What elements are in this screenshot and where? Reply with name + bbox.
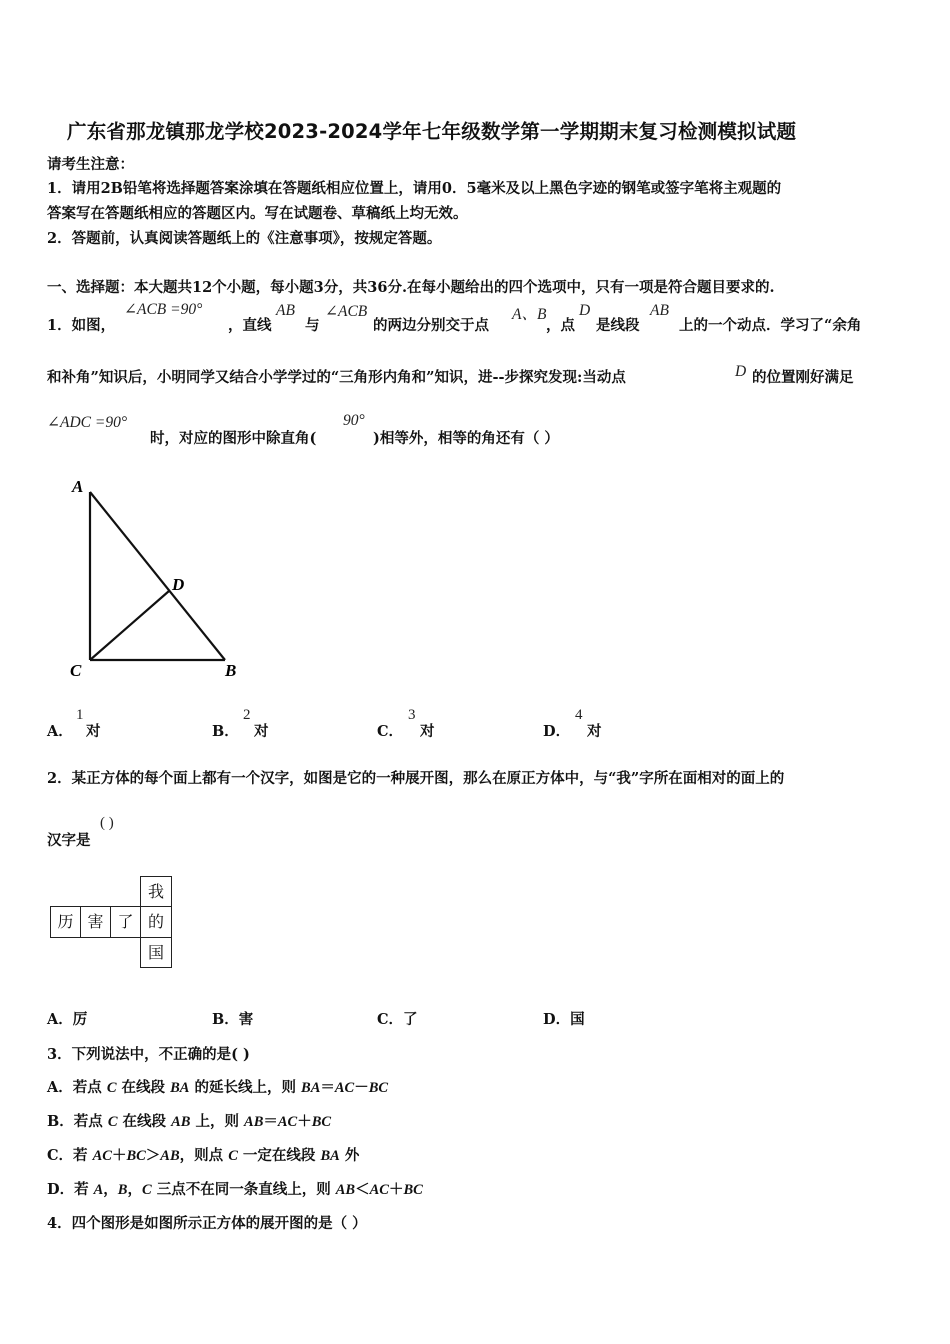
q1-math-acb: ∠ACB <box>325 303 368 320</box>
q3d-i4: AB <box>335 1182 356 1198</box>
q1-text-7: 上的一个动点．学习了“余角 <box>679 317 862 334</box>
net-cell-1: 历 <box>50 906 81 938</box>
q1-math-d: D <box>579 302 591 319</box>
q3-option-c <box>47 1144 359 1165</box>
q1-math-angle-acb: ∠ACB =90° <box>124 301 203 318</box>
q1-line-2-end: 的位置刚好满足 <box>752 369 854 386</box>
q1-option-c-letter: C． <box>377 723 404 740</box>
q3c-p3: ＞ <box>145 1147 161 1164</box>
q1-line-2: 和补角”知识后，小明同学又结合小学学过的“三角形内角和”知识，进--步探究发现:当动点 <box>47 369 626 386</box>
q1-option-c-num: 3 <box>408 707 416 723</box>
q3c-p1: C．若 <box>47 1147 93 1164</box>
q2-option-d-text: 国 <box>570 1011 585 1028</box>
q3d-p1: D．若 <box>47 1181 94 1198</box>
q1-line-3-end: )相等外，相等的角还有（ ） <box>373 430 559 447</box>
q2-option-a-text: 厉 <box>72 1011 88 1028</box>
segment-cd <box>90 591 169 660</box>
q3b-p2: 在线段 <box>117 1113 172 1130</box>
page-title: 广东省那龙镇那龙学校2023-2024学年七年级数学第一学期期末复习检测模拟试题 <box>67 120 797 143</box>
q2-option-b <box>212 1008 253 1029</box>
q2-option-d <box>543 1008 585 1029</box>
q3d-p5: ＜ <box>355 1181 370 1198</box>
q2-option-a-letter: A． <box>47 1011 73 1028</box>
q3c-i2: BC <box>126 1148 146 1164</box>
q3-option-d <box>47 1178 423 1199</box>
q3d-p4: 三点不在同一条直线上，则 <box>151 1181 336 1198</box>
q1-line-3: 时，对应的图形中除直角( <box>150 430 317 447</box>
q2-option-b-text: 害 <box>238 1011 254 1028</box>
q1-text-4: 的两边分别交于点 <box>373 317 489 334</box>
q3a-i5: BC <box>368 1080 389 1096</box>
q1-option-d-letter: D． <box>543 723 571 740</box>
q1-math-ab-2: AB <box>650 302 669 319</box>
q3b-i2: AB <box>171 1114 191 1130</box>
q1-text-1: 1．如图， <box>47 317 116 334</box>
net-cell-6: 国 <box>140 937 172 968</box>
q2-option-c <box>377 1008 418 1029</box>
q3d-p6: ＋ <box>388 1181 404 1198</box>
q3a-p3: 的延长线上，则 <box>189 1079 302 1096</box>
q1-option-b-unit: 对 <box>254 723 269 740</box>
net-cell-2: 害 <box>80 906 111 938</box>
q1-math-ab: AB <box>276 302 295 319</box>
q3a-p4: ＝ <box>320 1079 335 1096</box>
q3b-i3: AB <box>244 1114 264 1130</box>
q3b-i5: BC <box>311 1114 332 1130</box>
q3c-i4: C <box>228 1148 238 1164</box>
notice-line-2: 答案写在答题纸相应的答题区内。写在试题卷、草稿纸上均无效。 <box>47 205 468 222</box>
q3c-i3: AB <box>160 1148 180 1164</box>
q3a-i2: BA <box>170 1080 190 1096</box>
notice-heading: 请考生注意： <box>47 156 134 173</box>
q2-option-a <box>47 1008 87 1029</box>
q3a-i3: BA <box>301 1080 321 1096</box>
notice-line-1: 1．请用2B铅笔将选择题答案涂填在答题纸相应位置上，请用0．5毫米及以上黑色字迹的钢笔或签字笔将主观题的 <box>47 180 782 197</box>
q3d-p3: ， <box>127 1181 142 1198</box>
segment-ab <box>90 492 225 660</box>
q1-option-d-num: 4 <box>575 707 583 723</box>
q3c-i1: AC <box>92 1148 112 1164</box>
q1-math-90: 90° <box>343 412 365 429</box>
q1-text-3: 与 <box>305 317 320 334</box>
q3d-i1: A <box>93 1182 104 1198</box>
q3a-i4: AC <box>334 1080 355 1096</box>
q3c-p6: 外 <box>339 1147 360 1164</box>
q2-option-c-letter: C． <box>377 1011 404 1028</box>
q1-option-c-unit: 对 <box>420 723 435 740</box>
q3b-i4: AC <box>277 1114 298 1130</box>
q2-answer-paren: ( ) <box>100 815 114 831</box>
label-d: D <box>172 575 185 594</box>
q3d-i2: B <box>117 1182 128 1198</box>
q1-option-a-letter: A． <box>47 723 73 740</box>
q3a-i1: C <box>106 1080 117 1096</box>
q1-triangle-figure <box>60 470 260 685</box>
label-c: C <box>70 661 82 680</box>
q3b-p3: 上，则 <box>190 1113 245 1130</box>
q3b-p5: ＋ <box>297 1113 312 1130</box>
q3c-i5: BA <box>320 1148 340 1164</box>
q3d-i6: BC <box>403 1182 423 1198</box>
q3d-i5: AC <box>369 1182 389 1198</box>
q1-option-b-num: 2 <box>243 707 251 723</box>
q1-math-a-b: A、B <box>512 306 547 323</box>
q1-math-d-2: D <box>735 363 747 380</box>
q1-text-2: ，直线 <box>228 317 272 334</box>
q3-stem: 3．下列说法中，不正确的是( ) <box>47 1046 250 1063</box>
q2-option-d-letter: D． <box>543 1011 571 1028</box>
q2-line-2: 汉字是 <box>47 832 91 849</box>
q3b-i1: C <box>107 1114 118 1130</box>
q1-option-b-letter: B． <box>212 723 239 740</box>
q3b-p4: ＝ <box>263 1113 278 1130</box>
q2-option-c-text: 了 <box>403 1011 418 1028</box>
q3c-p4: ，则点 <box>179 1147 229 1164</box>
q3c-p2: ＋ <box>111 1147 127 1164</box>
section-heading: 一、选择题：本大题共12个小题，每小题3分，共36分.在每小题给出的四个选项中，只有一项是符合题目要求的. <box>47 279 775 296</box>
q3b-p1: B．若点 <box>47 1113 108 1130</box>
net-cell-5: 的 <box>140 906 172 938</box>
notice-line-3: 2．答题前，认真阅读答题纸上的《注意事项》，按规定答题。 <box>47 230 442 247</box>
q3a-p1: A．若点 <box>47 1079 107 1096</box>
q2-option-b-letter: B． <box>212 1011 239 1028</box>
q3a-p2: 在线段 <box>116 1079 171 1096</box>
q3d-i3: C <box>141 1182 152 1198</box>
q3c-p5: 一定在线段 <box>237 1147 321 1164</box>
label-a: A <box>72 477 84 496</box>
q1-math-angle-adc: ∠ADC =90° <box>47 414 128 431</box>
q3-option-b <box>47 1110 331 1131</box>
q1-option-d-unit: 对 <box>587 723 602 740</box>
q3d-p2: ， <box>103 1181 118 1198</box>
q1-text-6: 是线段 <box>596 317 640 334</box>
net-cell-4: 我 <box>140 876 172 907</box>
q3a-p5: － <box>354 1079 369 1096</box>
q4-stem: 4．四个图形是如图所示正方体的展开图的是（ ） <box>47 1215 367 1232</box>
net-cell-3: 了 <box>110 906 141 938</box>
q1-option-a-unit: 对 <box>86 723 101 740</box>
label-b: B <box>225 661 237 680</box>
q1-option-a-num: 1 <box>76 707 84 723</box>
q3-option-a <box>47 1076 388 1097</box>
q1-text-5: ，点 <box>546 317 575 334</box>
q2-line-1: 2．某正方体的每个面上都有一个汉字，如图是它的一种展开图，那么在原正方体中，与“我”字所在面相对的面上的 <box>47 770 785 787</box>
